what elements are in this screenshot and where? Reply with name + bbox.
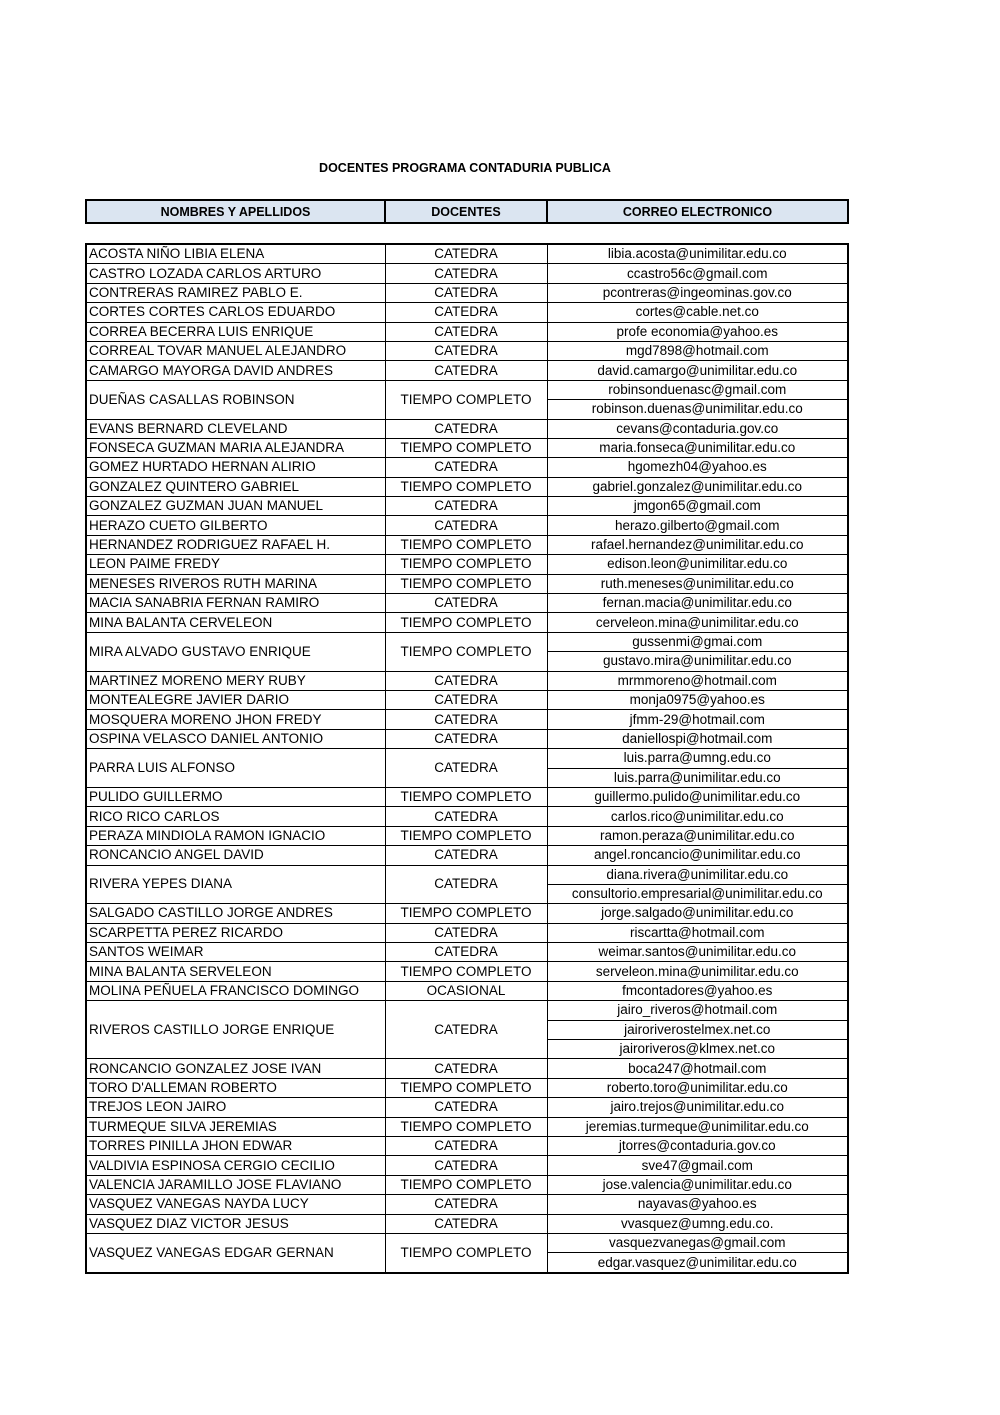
header-correo: CORREO ELECTRONICO — [547, 200, 848, 223]
teacher-name: MINA BALANTA CERVELEON — [86, 613, 385, 632]
teacher-email: gabriel.gonzalez@unimilitar.edu.co — [547, 477, 848, 496]
table-row — [86, 1175, 848, 1194]
teacher-type: TIEMPO COMPLETO — [385, 1078, 547, 1097]
teacher-name: DUEÑAS CASALLAS ROBINSON — [86, 380, 385, 419]
teacher-type: CATEDRA — [385, 303, 547, 322]
header-docentes: DOCENTES — [385, 200, 547, 223]
teacher-type: CATEDRA — [385, 322, 547, 341]
header-names: NOMBRES Y APELLIDOS — [86, 200, 385, 223]
teacher-email: jairoriveros@klmex.net.co — [547, 1040, 848, 1059]
teachers-table — [85, 243, 849, 1274]
table-row — [86, 574, 848, 593]
table-row — [86, 1195, 848, 1214]
teacher-email: ruth.meneses@unimilitar.edu.co — [547, 574, 848, 593]
table-row — [86, 361, 848, 380]
teacher-email: luis.parra@unimilitar.edu.co — [547, 768, 848, 787]
teacher-email: herazo.gilberto@gmail.com — [547, 516, 848, 535]
table-row — [86, 244, 848, 264]
teacher-name: GOMEZ HURTADO HERNAN ALIRIO — [86, 458, 385, 477]
teacher-name: CORREAL TOVAR MANUEL ALEJANDRO — [86, 341, 385, 360]
teacher-email: serveleon.mina@unimilitar.edu.co — [547, 962, 848, 981]
teacher-type: CATEDRA — [385, 1195, 547, 1214]
teacher-type: TIEMPO COMPLETO — [385, 904, 547, 923]
table-row — [86, 283, 848, 302]
teacher-name: PERAZA MINDIOLA RAMON IGNACIO — [86, 826, 385, 845]
teacher-type: OCASIONAL — [385, 981, 547, 1000]
teacher-email: mrmmoreno@hotmail.com — [547, 671, 848, 690]
teacher-email: jairo_riveros@hotmail.com — [547, 1001, 848, 1020]
teacher-type: TIEMPO COMPLETO — [385, 632, 547, 671]
table-row — [86, 264, 848, 283]
teacher-email: jorge.salgado@unimilitar.edu.co — [547, 904, 848, 923]
teacher-name: PULIDO GUILLERMO — [86, 787, 385, 806]
teacher-name: MIRA ALVADO GUSTAVO ENRIQUE — [86, 632, 385, 671]
table-row — [86, 516, 848, 535]
table-row — [86, 865, 848, 884]
teacher-email: robinsonduenasc@gmail.com — [547, 380, 848, 399]
teacher-email: rafael.hernandez@unimilitar.edu.co — [547, 535, 848, 554]
table-row — [86, 380, 848, 399]
teacher-name: HERAZO CUETO GILBERTO — [86, 516, 385, 535]
table-row — [86, 303, 848, 322]
table-row — [86, 1001, 848, 1020]
teacher-type: TIEMPO COMPLETO — [385, 1175, 547, 1194]
teacher-email: cevans@contaduria.gov.co — [547, 419, 848, 438]
teacher-email: maria.fonseca@unimilitar.edu.co — [547, 438, 848, 457]
teacher-name: MENESES RIVEROS RUTH MARINA — [86, 574, 385, 593]
teacher-name: TURMEQUE SILVA JEREMIAS — [86, 1117, 385, 1136]
teacher-type: CATEDRA — [385, 419, 547, 438]
teacher-name: CONTRERAS RAMIREZ PABLO E. — [86, 283, 385, 302]
table-row — [86, 1098, 848, 1117]
table-row — [86, 962, 848, 981]
teacher-email: jairoriverostelmex.net.co — [547, 1020, 848, 1039]
teacher-type: CATEDRA — [385, 690, 547, 709]
teacher-type: CATEDRA — [385, 923, 547, 942]
page-title: DOCENTES PROGRAMA CONTADURIA PUBLICA — [319, 161, 611, 175]
teacher-type: CATEDRA — [385, 264, 547, 283]
table-row — [86, 535, 848, 554]
teacher-type: CATEDRA — [385, 283, 547, 302]
teacher-email: edgar.vasquez@unimilitar.edu.co — [547, 1253, 848, 1273]
teacher-name: SANTOS WEIMAR — [86, 943, 385, 962]
teacher-type: CATEDRA — [385, 497, 547, 516]
teacher-email: jose.valencia@unimilitar.edu.co — [547, 1175, 848, 1194]
table-row — [86, 632, 848, 651]
table-row — [86, 846, 848, 865]
teacher-name: RICO RICO CARLOS — [86, 807, 385, 826]
table-row — [86, 555, 848, 574]
teacher-name: GONZALEZ QUINTERO GABRIEL — [86, 477, 385, 496]
teacher-name: EVANS BERNARD CLEVELAND — [86, 419, 385, 438]
teacher-email: mgd7898@hotmail.com — [547, 341, 848, 360]
teacher-name: RONCANCIO ANGEL DAVID — [86, 846, 385, 865]
teacher-type: CATEDRA — [385, 361, 547, 380]
teacher-type: TIEMPO COMPLETO — [385, 574, 547, 593]
teacher-email: pcontreras@ingeominas.gov.co — [547, 283, 848, 302]
teacher-name: CAMARGO MAYORGA DAVID ANDRES — [86, 361, 385, 380]
teacher-type: CATEDRA — [385, 1156, 547, 1175]
teacher-type: TIEMPO COMPLETO — [385, 962, 547, 981]
teacher-name: RIVEROS CASTILLO JORGE ENRIQUE — [86, 1001, 385, 1059]
table-row — [86, 1059, 848, 1078]
teacher-name: CORTES CORTES CARLOS EDUARDO — [86, 303, 385, 322]
table-row — [86, 458, 848, 477]
teacher-name: MOLINA PEÑUELA FRANCISCO DOMINGO — [86, 981, 385, 1000]
teacher-email: gussenmi@gmai.com — [547, 632, 848, 651]
teacher-email: jairo.trejos@unimilitar.edu.co — [547, 1098, 848, 1117]
table-row — [86, 322, 848, 341]
teacher-type: TIEMPO COMPLETO — [385, 535, 547, 554]
teacher-email: gustavo.mira@unimilitar.edu.co — [547, 652, 848, 671]
teacher-email: cerveleon.mina@unimilitar.edu.co — [547, 613, 848, 632]
table-row — [86, 710, 848, 729]
table-row — [86, 477, 848, 496]
table-row — [86, 1214, 848, 1233]
table-row — [86, 904, 848, 923]
teacher-email: weimar.santos@unimilitar.edu.co — [547, 943, 848, 962]
table-row — [86, 826, 848, 845]
teacher-email: roberto.toro@unimilitar.edu.co — [547, 1078, 848, 1097]
teacher-name: VALDIVIA ESPINOSA CERGIO CECILIO — [86, 1156, 385, 1175]
table-row — [86, 1117, 848, 1136]
table-row — [86, 1156, 848, 1175]
table-row — [86, 341, 848, 360]
teacher-email: consultorio.empresarial@unimilitar.edu.co — [547, 884, 848, 903]
table-row — [86, 613, 848, 632]
teacher-email: cortes@cable.net.co — [547, 303, 848, 322]
table-row — [86, 807, 848, 826]
teacher-name: MOSQUERA MORENO JHON FREDY — [86, 710, 385, 729]
table-row — [86, 981, 848, 1000]
teacher-type: CATEDRA — [385, 341, 547, 360]
teacher-name: RONCANCIO GONZALEZ JOSE IVAN — [86, 1059, 385, 1078]
teacher-type: CATEDRA — [385, 1059, 547, 1078]
teacher-type: CATEDRA — [385, 1214, 547, 1233]
teacher-name: VASQUEZ VANEGAS EDGAR GERNAN — [86, 1233, 385, 1272]
table-row — [86, 419, 848, 438]
teacher-name: ACOSTA NIÑO LIBIA ELENA — [86, 244, 385, 264]
teacher-name: MARTINEZ MORENO MERY RUBY — [86, 671, 385, 690]
teacher-email: fernan.macia@unimilitar.edu.co — [547, 594, 848, 613]
teacher-type: CATEDRA — [385, 458, 547, 477]
table-row — [86, 497, 848, 516]
teacher-name: TORRES PINILLA JHON EDWAR — [86, 1136, 385, 1155]
teacher-email: angel.roncancio@unimilitar.edu.co — [547, 846, 848, 865]
teacher-name: CASTRO LOZADA CARLOS ARTURO — [86, 264, 385, 283]
table-row — [86, 690, 848, 709]
teacher-name: VASQUEZ DIAZ VICTOR JESUS — [86, 1214, 385, 1233]
table-row — [86, 1078, 848, 1097]
teacher-name: LEON PAIME FREDY — [86, 555, 385, 574]
teacher-name: HERNANDEZ RODRIGUEZ RAFAEL H. — [86, 535, 385, 554]
teacher-type: TIEMPO COMPLETO — [385, 477, 547, 496]
teacher-email: vvasquez@umng.edu.co. — [547, 1214, 848, 1233]
teacher-type: CATEDRA — [385, 865, 547, 904]
table-row — [86, 594, 848, 613]
table-row — [86, 671, 848, 690]
teacher-email: robinson.duenas@unimilitar.edu.co — [547, 400, 848, 419]
teacher-name: TORO D'ALLEMAN ROBERTO — [86, 1078, 385, 1097]
teacher-type: TIEMPO COMPLETO — [385, 380, 547, 419]
teacher-email: diana.rivera@unimilitar.edu.co — [547, 865, 848, 884]
teacher-type: CATEDRA — [385, 710, 547, 729]
teacher-name: MACIA SANABRIA FERNAN RAMIRO — [86, 594, 385, 613]
table-row — [86, 1136, 848, 1155]
teacher-type: CATEDRA — [385, 846, 547, 865]
teacher-email: david.camargo@unimilitar.edu.co — [547, 361, 848, 380]
table-row — [86, 787, 848, 806]
teacher-email: monja0975@yahoo.es — [547, 690, 848, 709]
teacher-type: CATEDRA — [385, 244, 547, 264]
teacher-type: TIEMPO COMPLETO — [385, 1233, 547, 1272]
table-header — [85, 199, 849, 224]
teacher-type: TIEMPO COMPLETO — [385, 1117, 547, 1136]
teacher-name: PARRA LUIS ALFONSO — [86, 749, 385, 788]
teacher-type: TIEMPO COMPLETO — [385, 555, 547, 574]
teacher-email: luis.parra@umng.edu.co — [547, 749, 848, 768]
teacher-type: TIEMPO COMPLETO — [385, 787, 547, 806]
teacher-type: CATEDRA — [385, 729, 547, 748]
teacher-email: daniellospi@hotmail.com — [547, 729, 848, 748]
teacher-email: fmcontadores@yahoo.es — [547, 981, 848, 1000]
teacher-type: CATEDRA — [385, 1098, 547, 1117]
teacher-email: sve47@gmail.com — [547, 1156, 848, 1175]
teacher-email: ramon.peraza@unimilitar.edu.co — [547, 826, 848, 845]
teacher-email: edison.leon@unimilitar.edu.co — [547, 555, 848, 574]
table-row — [86, 943, 848, 962]
teacher-type: CATEDRA — [385, 943, 547, 962]
teacher-type: CATEDRA — [385, 807, 547, 826]
teacher-type: CATEDRA — [385, 1001, 547, 1059]
teacher-email: vasquezvanegas@gmail.com — [547, 1233, 848, 1252]
teacher-type: TIEMPO COMPLETO — [385, 613, 547, 632]
teacher-email: jmgon65@gmail.com — [547, 497, 848, 516]
table-row — [86, 438, 848, 457]
teacher-name: FONSECA GUZMAN MARIA ALEJANDRA — [86, 438, 385, 457]
teacher-email: ccastro56c@gmail.com — [547, 264, 848, 283]
teacher-email: jfmm-29@hotmail.com — [547, 710, 848, 729]
teacher-email: jtorres@contaduria.gov.co — [547, 1136, 848, 1155]
teacher-name: SALGADO CASTILLO JORGE ANDRES — [86, 904, 385, 923]
teacher-email: profe economia@yahoo.es — [547, 322, 848, 341]
teacher-name: MINA BALANTA SERVELEON — [86, 962, 385, 981]
teacher-name: VASQUEZ VANEGAS NAYDA LUCY — [86, 1195, 385, 1214]
teacher-email: guillermo.pulido@unimilitar.edu.co — [547, 787, 848, 806]
teacher-name: GONZALEZ GUZMAN JUAN MANUEL — [86, 497, 385, 516]
teacher-email: carlos.rico@unimilitar.edu.co — [547, 807, 848, 826]
teacher-type: CATEDRA — [385, 749, 547, 788]
teacher-email: libia.acosta@unimilitar.edu.co — [547, 244, 848, 264]
teacher-email: boca247@hotmail.com — [547, 1059, 848, 1078]
teacher-name: VALENCIA JARAMILLO JOSE FLAVIANO — [86, 1175, 385, 1194]
teacher-type: CATEDRA — [385, 516, 547, 535]
teacher-email: hgomezh04@yahoo.es — [547, 458, 848, 477]
table-row — [86, 749, 848, 768]
teacher-name: OSPINA VELASCO DANIEL ANTONIO — [86, 729, 385, 748]
table-row — [86, 729, 848, 748]
teacher-type: TIEMPO COMPLETO — [385, 826, 547, 845]
table-row — [86, 923, 848, 942]
teacher-name: TREJOS LEON JAIRO — [86, 1098, 385, 1117]
teacher-email: jeremias.turmeque@unimilitar.edu.co — [547, 1117, 848, 1136]
teacher-type: CATEDRA — [385, 1136, 547, 1155]
teacher-name: RIVERA YEPES DIANA — [86, 865, 385, 904]
teacher-type: CATEDRA — [385, 671, 547, 690]
teacher-type: TIEMPO COMPLETO — [385, 438, 547, 457]
teacher-email: nayavas@yahoo.es — [547, 1195, 848, 1214]
teacher-name: SCARPETTA PEREZ RICARDO — [86, 923, 385, 942]
teacher-type: CATEDRA — [385, 594, 547, 613]
teacher-name: MONTEALEGRE JAVIER DARIO — [86, 690, 385, 709]
teacher-name: CORREA BECERRA LUIS ENRIQUE — [86, 322, 385, 341]
table-row — [86, 1233, 848, 1252]
teacher-email: riscartta@hotmail.com — [547, 923, 848, 942]
